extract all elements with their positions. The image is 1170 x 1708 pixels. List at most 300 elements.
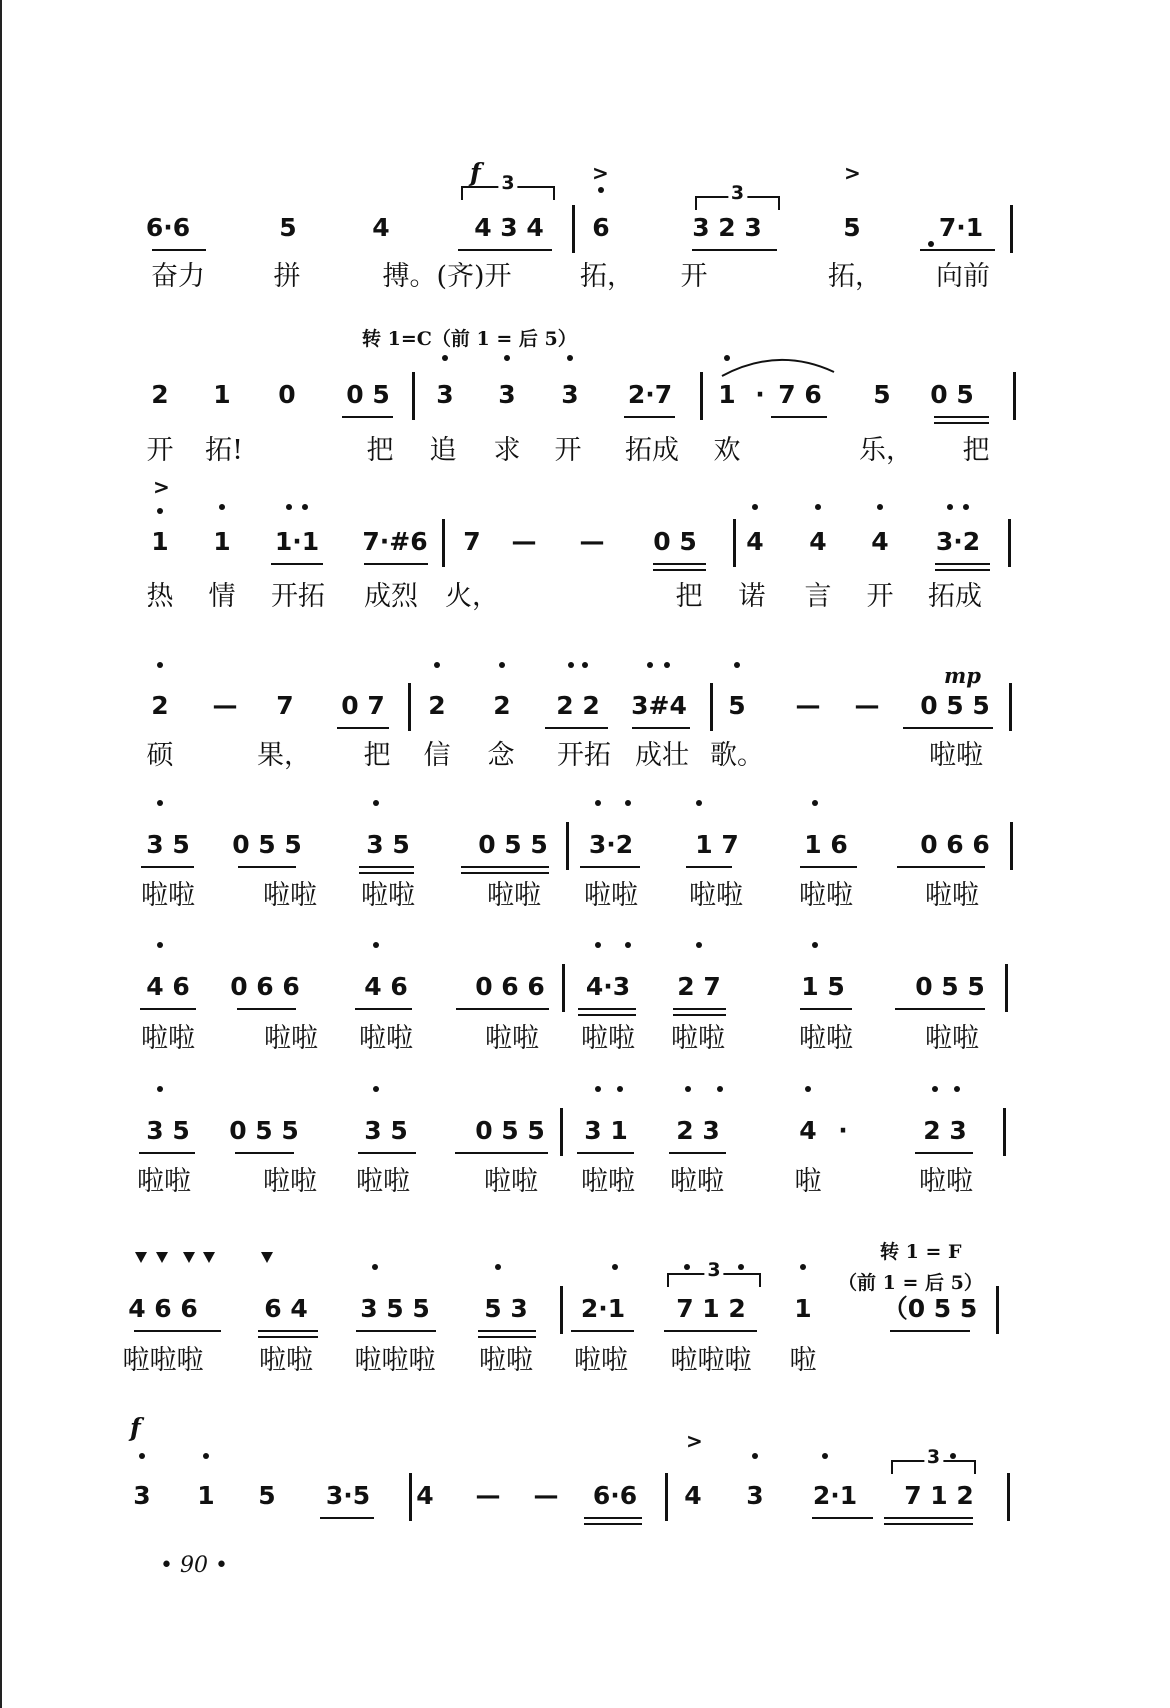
octave-dot	[567, 355, 573, 361]
note: 2	[151, 691, 169, 720]
lyric: 拓，	[580, 261, 634, 292]
double-underline	[478, 1336, 536, 1338]
underline	[934, 416, 989, 418]
note: 4	[746, 527, 764, 556]
lyric: 啦啦	[581, 1023, 635, 1054]
underline	[653, 563, 706, 565]
lyric: 开拓	[557, 740, 611, 771]
underline	[895, 1008, 985, 1010]
note: 4·3	[585, 972, 631, 1001]
note: 0 6 6	[230, 972, 300, 1001]
lyric: 欢	[713, 435, 741, 466]
barline	[572, 205, 575, 253]
double-underline	[359, 872, 414, 874]
lyric: 啦啦	[574, 1345, 628, 1376]
lyric: 言	[804, 581, 832, 612]
underline	[692, 249, 777, 251]
note: 2·7	[627, 380, 673, 409]
note: 0 5 5	[920, 691, 990, 720]
lyric: 啦啦	[356, 1166, 410, 1197]
lyric: 啦啦	[361, 880, 415, 911]
barline	[409, 1473, 412, 1521]
note: 3	[498, 380, 516, 409]
underline	[355, 1008, 412, 1010]
octave-dot	[442, 355, 448, 361]
barline	[710, 683, 713, 731]
lyric: 啦啦	[487, 880, 541, 911]
lyric: 啦	[794, 1166, 822, 1197]
note: 6	[592, 213, 610, 242]
note: 2	[151, 380, 169, 409]
note: 0 5	[930, 380, 974, 409]
note: 4	[799, 1116, 817, 1145]
note: 4	[809, 527, 827, 556]
note: 5	[843, 213, 861, 242]
triplet-bracket	[667, 1259, 761, 1287]
underline	[669, 1152, 726, 1154]
underline	[141, 866, 194, 868]
underline	[632, 727, 690, 729]
lyric: 啦啦	[670, 1166, 724, 1197]
underline	[152, 249, 206, 251]
note: 2·1	[580, 1294, 626, 1323]
double-underline	[584, 1523, 642, 1525]
note: 3 5	[366, 830, 410, 859]
lyric: 啦啦	[479, 1345, 533, 1376]
lyric: 火，	[445, 581, 499, 612]
note: 0 5 5	[475, 1116, 545, 1145]
lyric: 啦啦	[919, 1166, 973, 1197]
underline	[358, 1152, 416, 1154]
octave-dot	[815, 504, 821, 510]
lyric: 拓!	[205, 435, 243, 466]
lyric: 搏。(齐)开	[382, 261, 512, 292]
lyric: 啦啦	[263, 880, 317, 911]
note: 3#4	[631, 691, 687, 720]
lyric: 把	[363, 740, 391, 771]
note: 2 7	[677, 972, 721, 1001]
note: 7·#6	[362, 527, 428, 556]
dynamic-f-1: f	[470, 158, 481, 187]
stress-mark	[261, 1252, 273, 1263]
octave-dot	[954, 1086, 960, 1092]
note: 2 2	[556, 691, 600, 720]
lyric: 啦啦	[799, 1023, 853, 1054]
barline	[1010, 822, 1013, 870]
octave-dot	[595, 1086, 601, 1092]
accent-mark: >	[592, 161, 609, 185]
underline	[800, 866, 857, 868]
octave-dot	[157, 942, 163, 948]
note: 0 5 5	[478, 830, 548, 859]
stress-mark	[203, 1252, 215, 1263]
lyric: 成烈	[364, 581, 418, 612]
note: 1 5	[801, 972, 845, 1001]
note: 0 7	[341, 691, 385, 720]
double-underline	[884, 1523, 973, 1525]
note: 0 5	[653, 527, 697, 556]
octave-dot	[372, 1264, 378, 1270]
underline	[237, 1008, 296, 1010]
note: 0 6 6	[475, 972, 545, 1001]
note: 2	[493, 691, 511, 720]
note: 3	[746, 1481, 764, 1510]
octave-dot	[617, 1086, 623, 1092]
note: 3 5 5	[360, 1294, 430, 1323]
note: ·	[755, 380, 765, 409]
lyric: 奋力	[151, 261, 205, 292]
underline	[686, 866, 732, 868]
octave-dot	[157, 800, 163, 806]
accent-mark: >	[153, 475, 170, 499]
note: 4 3 4	[474, 213, 544, 242]
octave-dot	[157, 662, 163, 668]
underline	[624, 416, 675, 418]
octave-dot	[625, 942, 631, 948]
lyric: 求	[493, 435, 521, 466]
underline	[915, 1152, 973, 1154]
note: 3 5	[364, 1116, 408, 1145]
octave-dot	[734, 662, 740, 668]
note: 5	[279, 213, 297, 242]
note: 1	[213, 527, 231, 556]
lyric: 情	[208, 581, 236, 612]
note: 0 5 5	[229, 1116, 299, 1145]
note: —	[795, 691, 821, 720]
octave-dot	[612, 1264, 618, 1270]
underline	[320, 1517, 374, 1519]
note: 0	[278, 380, 296, 409]
note: 1	[151, 527, 169, 556]
octave-dot	[928, 241, 934, 247]
note: 5	[873, 380, 891, 409]
lyric: 信	[423, 740, 451, 771]
underline	[356, 1330, 436, 1332]
barline	[1009, 683, 1012, 731]
octave-dot	[696, 942, 702, 948]
double-underline	[461, 872, 549, 874]
underline	[664, 1330, 757, 1332]
note: 1	[794, 1294, 812, 1323]
octave-dot	[822, 1453, 828, 1459]
barline	[665, 1473, 668, 1521]
octave-dot	[302, 504, 308, 510]
underline	[890, 1330, 970, 1332]
underline	[134, 1330, 221, 1332]
stress-mark	[183, 1252, 195, 1263]
lyric: 开	[554, 435, 582, 466]
octave-dot	[684, 1264, 690, 1270]
octave-dot	[963, 504, 969, 510]
underline	[364, 563, 428, 565]
octave-dot	[738, 1264, 744, 1270]
barline	[412, 372, 415, 420]
note: 7·1	[938, 213, 984, 242]
double-underline	[578, 1014, 636, 1016]
lyric: 啦啦	[925, 1023, 979, 1054]
note: 3	[561, 380, 579, 409]
triplet-bracket	[695, 182, 780, 210]
note: 5	[728, 691, 746, 720]
note: 3·2	[588, 830, 634, 859]
note: 0 5 5	[232, 830, 302, 859]
octave-dot	[800, 1264, 806, 1270]
lyric: 啦啦	[484, 1166, 538, 1197]
note: 6·6	[592, 1481, 638, 1510]
octave-dot	[434, 662, 440, 668]
octave-dot	[286, 504, 292, 510]
note: 4 6	[364, 972, 408, 1001]
lyric: 拓，	[828, 261, 882, 292]
lyric: 开	[680, 261, 708, 292]
triplet-number: 3	[728, 184, 747, 203]
barline	[566, 822, 569, 870]
lyric: 把	[962, 435, 990, 466]
note: 7 1 2	[676, 1294, 746, 1323]
underline	[771, 416, 827, 418]
note: 3·2	[935, 527, 981, 556]
lyric: 拼	[273, 261, 301, 292]
octave-dot	[717, 1086, 723, 1092]
octave-dot	[582, 662, 588, 668]
lyric: 啦啦	[671, 1023, 725, 1054]
underline	[238, 866, 296, 868]
stress-mark	[156, 1252, 168, 1263]
underline	[800, 1008, 852, 1010]
note: —	[854, 691, 880, 720]
note: —	[511, 527, 537, 556]
triplet-number: 3	[924, 1448, 943, 1467]
lyric: 啦啦	[799, 880, 853, 911]
barline	[996, 1286, 999, 1334]
lyric: 拓成	[625, 435, 679, 466]
lyric: 啦啦	[584, 880, 638, 911]
lyric: 歌。	[710, 740, 764, 771]
key-change-f-line1: 转 1 = F	[880, 1241, 962, 1263]
barline	[408, 683, 411, 731]
note: —	[212, 691, 238, 720]
note: —	[475, 1481, 501, 1510]
underline	[812, 1517, 873, 1519]
slur-mark	[718, 350, 838, 380]
underline	[571, 1330, 634, 1332]
barline	[560, 1286, 563, 1334]
lyric: 向前	[936, 261, 990, 292]
lyric: 开拓	[271, 581, 325, 612]
lyric: 开	[866, 581, 894, 612]
triplet-number: 3	[498, 174, 517, 193]
octave-dot	[932, 1086, 938, 1092]
octave-dot	[373, 800, 379, 806]
note: 4	[684, 1481, 702, 1510]
octave-dot	[157, 1086, 163, 1092]
note: 2 3	[676, 1116, 720, 1145]
note: 0 5	[346, 380, 390, 409]
note: 4 6	[146, 972, 190, 1001]
underline	[478, 1330, 536, 1332]
double-underline	[934, 422, 989, 424]
note: 1 7	[695, 830, 739, 859]
note: ·	[838, 1116, 848, 1145]
octave-dot	[752, 1453, 758, 1459]
note: 4	[871, 527, 889, 556]
underline	[903, 727, 993, 729]
octave-dot	[664, 662, 670, 668]
note: 1	[718, 380, 736, 409]
note: 7 1 2	[904, 1481, 974, 1510]
note: 0 5 5	[915, 972, 985, 1001]
note: 6·6	[145, 213, 191, 242]
triplet-bracket	[461, 172, 555, 200]
octave-dot	[495, 1264, 501, 1270]
lyric: 诺	[738, 581, 766, 612]
underline	[578, 1008, 636, 1010]
lyric: 开	[146, 435, 174, 466]
note: （0 5 5	[882, 1294, 978, 1323]
octave-dot	[812, 942, 818, 948]
note: 3 1	[584, 1116, 628, 1145]
underline	[897, 866, 985, 868]
underline	[935, 563, 990, 565]
note: 4	[372, 213, 390, 242]
underline	[584, 1517, 642, 1519]
note: 3 2 3	[692, 213, 762, 242]
lyric: 拓成	[928, 581, 982, 612]
octave-dot	[139, 1453, 145, 1459]
octave-dot	[499, 662, 505, 668]
underline	[458, 249, 552, 251]
lyric: 啦啦	[359, 1023, 413, 1054]
octave-dot	[752, 504, 758, 510]
lyric: 啦啦	[925, 880, 979, 911]
lyric: 啦	[789, 1345, 817, 1376]
underline	[884, 1517, 973, 1519]
double-underline	[258, 1336, 318, 1338]
stress-mark	[135, 1252, 147, 1263]
note: —	[579, 527, 605, 556]
underline	[673, 1008, 726, 1010]
underline	[139, 1152, 195, 1154]
note: 7 6	[778, 380, 822, 409]
octave-dot	[373, 1086, 379, 1092]
note: 2 3	[923, 1116, 967, 1145]
barline	[1010, 205, 1013, 253]
underline	[580, 866, 640, 868]
lyric: 啦啦	[689, 880, 743, 911]
lyric: 啦啦	[485, 1023, 539, 1054]
lyric: 啦啦啦	[354, 1345, 436, 1376]
key-change-c: 转 1=C（前 1 = 后 5）	[362, 328, 577, 350]
octave-dot	[696, 800, 702, 806]
lyric: 把	[366, 435, 394, 466]
note: 3·5	[325, 1481, 371, 1510]
lyric: 追	[429, 435, 457, 466]
triplet-number: 3	[704, 1261, 723, 1280]
note: 3 5	[146, 830, 190, 859]
note: 7	[463, 527, 481, 556]
barline	[562, 964, 565, 1012]
octave-dot	[373, 942, 379, 948]
underline	[140, 1008, 196, 1010]
underline	[545, 727, 608, 729]
octave-dot	[157, 508, 163, 514]
key-change-f-line2: （前 1 = 后 5）	[838, 1272, 983, 1294]
octave-dot	[950, 1453, 956, 1459]
octave-dot	[568, 662, 574, 668]
octave-dot	[504, 355, 510, 361]
underline	[456, 1008, 549, 1010]
double-underline	[935, 569, 990, 571]
underline	[235, 1152, 294, 1154]
lyric: 成壮	[635, 740, 689, 771]
barline	[700, 372, 703, 420]
note: 7	[276, 691, 294, 720]
octave-dot	[685, 1086, 691, 1092]
underline	[577, 1152, 634, 1154]
octave-dot	[595, 800, 601, 806]
barline	[733, 519, 736, 567]
lyric: 硕	[146, 740, 174, 771]
lyric: 啦啦	[263, 1166, 317, 1197]
lyric: 热	[146, 581, 174, 612]
lyric: 啦啦	[581, 1166, 635, 1197]
octave-dot	[595, 942, 601, 948]
octave-dot	[203, 1453, 209, 1459]
lyric: 念	[487, 740, 515, 771]
barline	[1007, 1473, 1010, 1521]
note: 0 6 6	[920, 830, 990, 859]
note: 1	[213, 380, 231, 409]
octave-dot	[647, 662, 653, 668]
page-number: • 90 •	[160, 1553, 228, 1578]
dynamic-f-2: f	[130, 1413, 141, 1442]
underline	[342, 416, 393, 418]
underline	[455, 1152, 548, 1154]
note: 1 6	[804, 830, 848, 859]
note: 3	[436, 380, 454, 409]
barline	[1013, 372, 1016, 420]
double-underline	[673, 1014, 726, 1016]
note: 4	[416, 1481, 434, 1510]
note: 1	[197, 1481, 215, 1510]
underline	[337, 727, 389, 729]
accent-mark: >	[686, 1429, 703, 1453]
note: 2	[428, 691, 446, 720]
octave-dot	[947, 504, 953, 510]
underline	[920, 249, 995, 251]
barline	[1003, 1108, 1006, 1156]
lyric: 啦啦啦	[122, 1345, 204, 1376]
lyric: 啦啦啦	[670, 1345, 752, 1376]
lyric: 啦啦	[264, 1023, 318, 1054]
note: 6 4	[264, 1294, 308, 1323]
octave-dot	[598, 187, 604, 193]
note: 4 6 6	[128, 1294, 198, 1323]
triplet-bracket	[891, 1446, 976, 1474]
octave-dot	[877, 504, 883, 510]
octave-dot	[812, 800, 818, 806]
note: 3 5	[146, 1116, 190, 1145]
underline	[258, 1330, 318, 1332]
note: 2·1	[812, 1481, 858, 1510]
lyric: 啦啦	[929, 740, 983, 771]
barline	[1005, 964, 1008, 1012]
lyric: 把	[675, 581, 703, 612]
underline	[271, 563, 323, 565]
note: 3	[133, 1481, 151, 1510]
lyric: 啦啦	[141, 1023, 195, 1054]
double-underline	[653, 569, 706, 571]
